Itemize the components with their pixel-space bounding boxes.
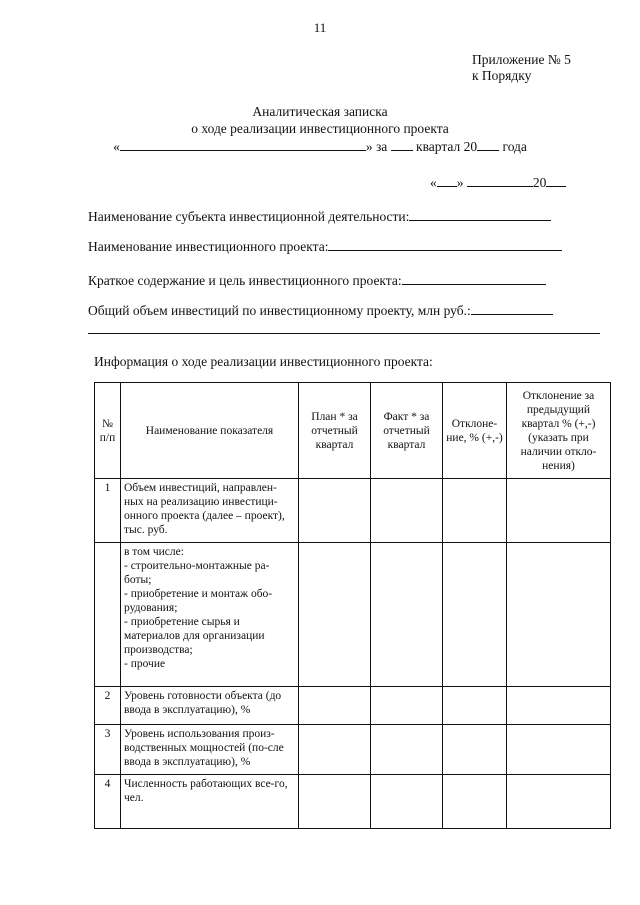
- row-num: [95, 543, 121, 687]
- fact-cell: [371, 775, 443, 829]
- deviation-cell: [443, 687, 507, 725]
- date-line: [430, 174, 566, 191]
- document-title: Аналитическая записка: [252, 104, 388, 119]
- appendix-line-2: к Порядку: [472, 68, 532, 83]
- deviation-cell: [443, 775, 507, 829]
- document-subtitle: о ходе реализации инвестиционного проекта: [191, 121, 449, 136]
- date-close-quote: »: [456, 175, 464, 190]
- header-plan: План * за отчетный квартал: [299, 383, 371, 479]
- field-summary: [88, 272, 546, 289]
- field-project-label: Наименование инвестиционного проекта:: [88, 239, 329, 254]
- fact-cell: [371, 687, 443, 725]
- prev-deviation-cell: [507, 725, 611, 775]
- prev-deviation-cell: [507, 543, 611, 687]
- progress-table: [94, 382, 611, 829]
- field-project-blank: [328, 238, 562, 251]
- appendix-line-1: Приложение № 5: [472, 52, 571, 67]
- field-subject-blank: [409, 208, 551, 221]
- day-blank: [437, 174, 457, 187]
- row-num: 1: [95, 479, 121, 543]
- period-open-quote: «: [113, 139, 120, 154]
- field-total-volume: [88, 302, 553, 319]
- field-subject: [88, 208, 551, 225]
- table-row: [95, 543, 611, 687]
- row-indicator: Численность работающих все-го, чел.: [121, 775, 299, 829]
- plan-cell: [299, 543, 371, 687]
- row-indicator: Уровень готовности объекта (до ввода в эксплуатацию), %: [121, 687, 299, 725]
- field-subject-label: Наименование субъекта инвестиционной деятельности:: [88, 209, 410, 224]
- field-total-volume-blank: [471, 302, 553, 315]
- row-num: 2: [95, 687, 121, 725]
- plan-cell: [299, 775, 371, 829]
- table-row: [95, 775, 611, 829]
- deviation-cell: [443, 543, 507, 687]
- header-indicator-name: Наименование показателя: [121, 383, 299, 479]
- field-project: [88, 238, 562, 255]
- fact-cell: [371, 479, 443, 543]
- field-continuation-line: [88, 333, 600, 334]
- plan-cell: [299, 479, 371, 543]
- appendix-label: [472, 52, 571, 84]
- row-indicator: Уровень использования произ-водственных мощностей (по-сле ввода в эксплуатацию), %: [121, 725, 299, 775]
- quarter-blank: [391, 138, 413, 151]
- header-prev-deviation: Отклонение за предыдущий квартал % (+,-) (указать при наличии откло-нения): [507, 383, 611, 479]
- header-fact: Факт * за отчетный квартал: [371, 383, 443, 479]
- plan-cell: [299, 725, 371, 775]
- period-close-quote: » за: [365, 139, 388, 154]
- row-indicator: в том числе: - строительно-монтажные ра-боты; - приобретение и монтаж обо-рудования; - приобретение сырья и материалов для организации производства; - прочие: [121, 543, 299, 687]
- info-heading: Информация о ходе реализации инвестиционного проекта:: [94, 354, 433, 369]
- document-period-line: [0, 138, 640, 155]
- table-header-row: [95, 383, 611, 479]
- row-num: 3: [95, 725, 121, 775]
- date-open-quote: «: [430, 175, 437, 190]
- table-row: [95, 725, 611, 775]
- header-deviation: Отклоне-ние, % (+,-): [443, 383, 507, 479]
- table-row: [95, 479, 611, 543]
- period-quarter-text: квартал 20: [416, 139, 478, 154]
- row-num: 4: [95, 775, 121, 829]
- year-blank: [477, 138, 499, 151]
- prev-deviation-cell: [507, 687, 611, 725]
- row-indicator: Объем инвестиций, направлен-ных на реализацию инвестици-онного проекта (далее – проект), тыс. руб.: [121, 479, 299, 543]
- field-summary-blank: [402, 272, 546, 285]
- table-row: [95, 687, 611, 725]
- date-year-blank: [546, 174, 566, 187]
- period-year-text: года: [502, 139, 527, 154]
- fact-cell: [371, 543, 443, 687]
- project-name-blank: [120, 138, 366, 151]
- month-blank: [467, 174, 533, 187]
- prev-deviation-cell: [507, 479, 611, 543]
- prev-deviation-cell: [507, 775, 611, 829]
- deviation-cell: [443, 725, 507, 775]
- field-total-volume-label: Общий объем инвестиций по инвестиционному проекту, млн руб.:: [88, 303, 471, 318]
- plan-cell: [299, 687, 371, 725]
- date-year: 20: [532, 175, 547, 190]
- header-num: № п/п: [95, 383, 121, 479]
- fact-cell: [371, 725, 443, 775]
- deviation-cell: [443, 479, 507, 543]
- page-number: 11: [313, 20, 327, 35]
- field-summary-label: Краткое содержание и цель инвестиционного проекта:: [88, 273, 402, 288]
